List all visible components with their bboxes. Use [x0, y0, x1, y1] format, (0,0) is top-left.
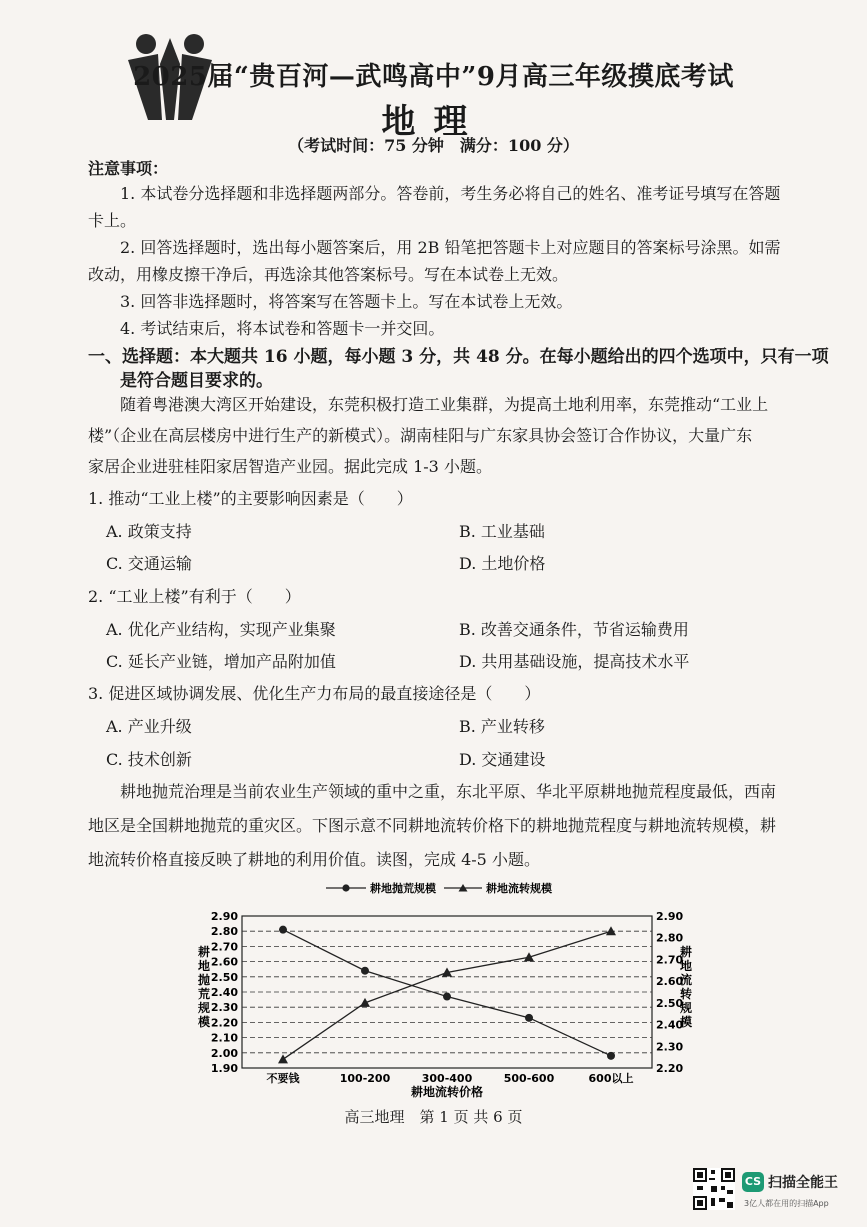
option-a: A. 产业升级 [106, 717, 192, 736]
question-stem: 2. “工业上楼”有利于（ ） [88, 587, 301, 606]
exam-title: 2025届“贵百河—武鸣高中”9月高三年级摸底考试 [133, 62, 734, 92]
note-line: 4. 考试结束后，将本试卷和答题卡一并交回。 [120, 319, 445, 338]
data-point-triangle [606, 926, 616, 935]
subject-title: 地理 [381, 102, 486, 142]
note-line: 3. 回答非选择题时，将答案写在答题卡上。写在本试卷上无效。 [120, 292, 573, 311]
x-tick: 600以上 [588, 1072, 634, 1085]
note-line: 卡上。 [88, 211, 137, 230]
data-point-circle [607, 1052, 615, 1060]
passage-line: 地区是全国耕地抛荒的重灾区。下图示意不同耕地流转价格下的耕地抛荒程度与耕地流转规模，耕 [88, 816, 777, 835]
y-tick-right: 2.60 [656, 975, 684, 989]
y-tick-left: 2.90 [210, 910, 238, 923]
line-chart [180, 876, 700, 1101]
section-heading-cont: 是符合题目要求的。 [120, 371, 273, 391]
option-c: C. 延长产业链，增加产品附加值 [106, 652, 336, 671]
option-a: A. 政策支持 [106, 522, 192, 541]
passage-line: 家居企业进驻桂阳家居智造产业园。据此完成 1-3 小题。 [88, 457, 492, 476]
note-line: 1. 本试卷分选择题和非选择题两部分。答卷前，考生务必将自己的姓名、准考证号填写在答题 [120, 184, 781, 203]
passage-line: 耕地抛荒治理是当前农业生产领域的重中之重，东北平原、华北平原耕地抛荒程度最低，西南 [120, 782, 777, 801]
y-tick-left: 2.80 [210, 925, 238, 939]
scanner-badge-icon: CS [742, 1172, 764, 1192]
data-point-circle [525, 1014, 533, 1022]
option-b: B. 工业基础 [459, 522, 545, 541]
option-b: B. 改善交通条件，节省运输费用 [459, 620, 689, 639]
y-axis-label-left: 耕地抛荒规模 [197, 945, 211, 1029]
y-tick-left: 2.70 [210, 940, 238, 954]
question-stem: 3. 促进区域协调发展、优化生产力布局的最直接途径是（ ） [88, 684, 541, 703]
y-tick-left: 2.40 [210, 986, 238, 999]
x-tick: 不要钱 [266, 1072, 300, 1085]
option-a: A. 优化产业结构，实现产业集聚 [106, 620, 336, 639]
y-tick-left: 2.50 [210, 970, 238, 984]
option-c: C. 交通运输 [106, 554, 192, 573]
option-c: C. 技术创新 [106, 750, 192, 769]
legend-label-abandon: 耕地抛荒规模 [370, 882, 436, 895]
option-b: B. 产业转移 [459, 717, 545, 736]
x-axis-label: 耕地流转价格 [410, 1085, 484, 1099]
y-tick-right: 2.20 [656, 1062, 684, 1075]
y-tick-right: 2.90 [656, 910, 684, 923]
y-tick-left: 2.10 [210, 1031, 238, 1045]
x-tick: 100-200 [339, 1072, 391, 1085]
passage-line: 楼”（企业在高层楼房中进行生产的新模式）。湖南桂阳与广东家具协会签订合作协议，大量广东 [88, 426, 753, 445]
legend-marker-circle [342, 884, 349, 891]
y-tick-left: 1.90 [210, 1062, 238, 1075]
note-line: 2. 回答选择题时，选出每小题答案后，用 2B 铅笔把答题卡上对应题目的答案标号涂黑。如需 [120, 238, 781, 257]
y-tick-left: 2.20 [210, 1016, 238, 1030]
page-footer: 高三地理 第 1 页 共 6 页 [344, 1108, 523, 1126]
y-tick-left: 2.00 [210, 1046, 238, 1060]
note-line: 改动，用橡皮擦干净后，再选涂其他答案标号。写在本试卷上无效。 [88, 265, 569, 284]
notes-heading: 注意事项： [88, 159, 169, 178]
option-d: D. 共用基础设施，提高技术水平 [459, 652, 690, 671]
y-tick-left: 2.60 [210, 955, 238, 969]
y-tick-left: 2.30 [210, 1001, 238, 1015]
scanner-brand: 扫描全能王 [768, 1175, 838, 1191]
question-stem: 1. 推动“工业上楼”的主要影响因素是（ ） [88, 489, 413, 508]
option-d: D. 土地价格 [459, 554, 546, 573]
data-point-triangle [278, 1054, 288, 1063]
y-tick-right: 2.50 [656, 996, 684, 1010]
data-point-circle [279, 926, 287, 934]
y-tick-right: 2.30 [656, 1040, 684, 1054]
data-point-circle [361, 967, 369, 975]
exam-info: （考试时间：75 分钟 满分：100 分） [288, 136, 579, 155]
passage-line: 地流转价格直接反映了耕地的利用价值。读图，完成 4-5 小题。 [88, 850, 540, 869]
qr-code-icon [693, 1168, 735, 1210]
scanner-slogan: 3亿人都在用的扫描App [744, 1199, 829, 1208]
option-d: D. 交通建设 [459, 750, 546, 769]
section-heading: 一、选择题：本大题共 16 小题，每小题 3 分，共 48 分。在每小题给出的四个选项中，只有一项 [88, 347, 829, 367]
data-point-triangle [360, 998, 370, 1007]
passage-line: 随着粤港澳大湾区开始建设，东莞积极打造工业集群，为提高土地利用率，东莞推动“工业上 [120, 395, 769, 414]
chart-legend [326, 881, 553, 895]
y-tick-right: 2.70 [656, 953, 684, 967]
x-tick: 300-400 [421, 1072, 473, 1085]
y-tick-right: 2.40 [656, 1018, 684, 1032]
x-tick: 500-600 [503, 1072, 555, 1085]
data-point-circle [443, 993, 451, 1001]
y-tick-right: 2.80 [656, 931, 684, 945]
y-axis-label-right: 耕地流转规模 [679, 945, 693, 1029]
legend-label-transfer: 耕地流转规模 [486, 882, 552, 895]
